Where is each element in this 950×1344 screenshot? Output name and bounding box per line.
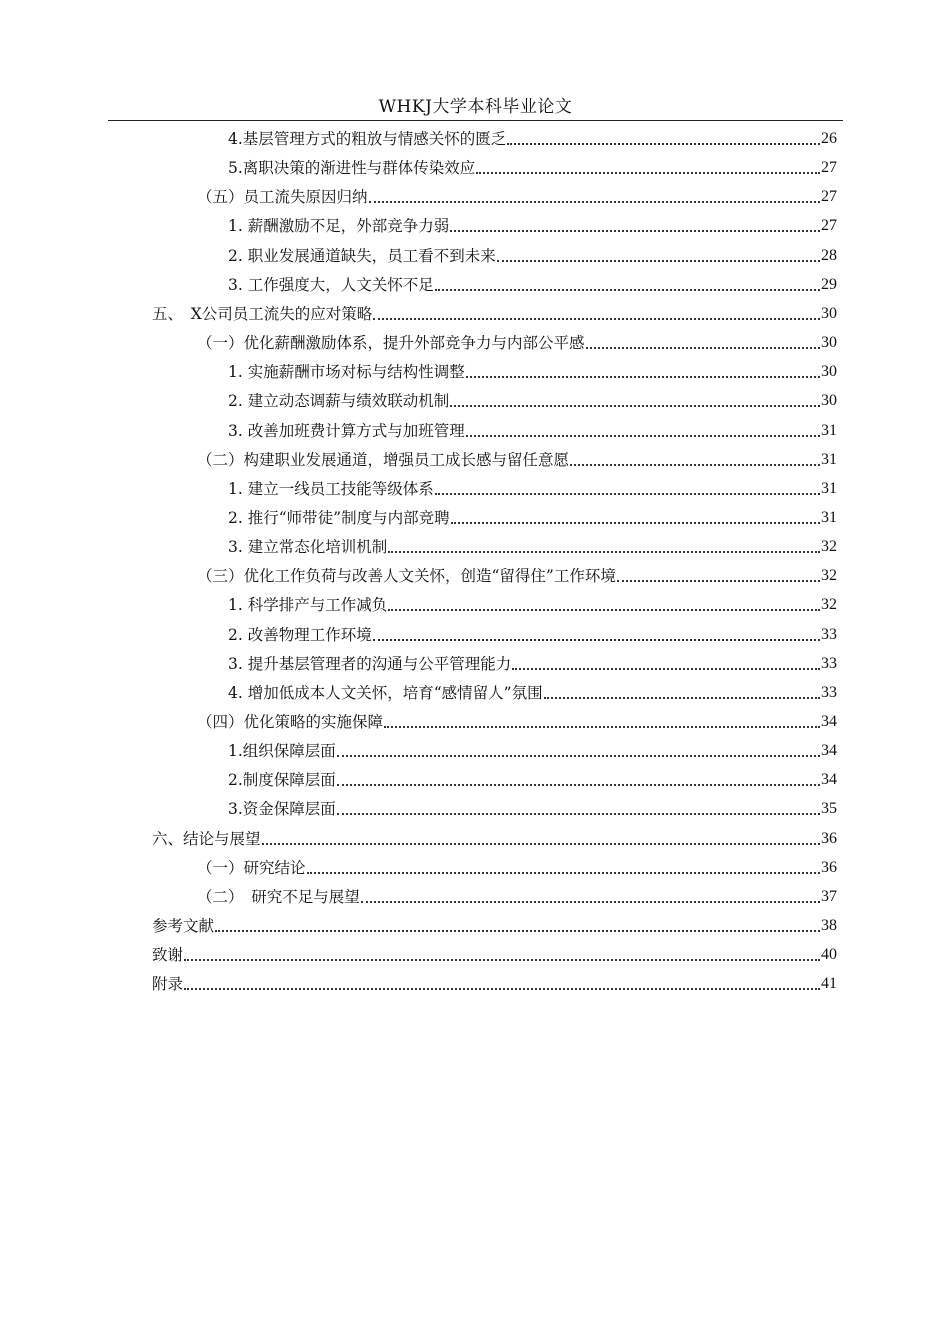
toc-entry[interactable] bbox=[197, 850, 837, 879]
toc-leader-dots bbox=[450, 404, 820, 407]
toc-entry-title: 3. 改善加班费计算方式与加班管理 bbox=[228, 421, 465, 440]
toc-entry[interactable] bbox=[228, 267, 837, 296]
toc-entry-page-number: 27 bbox=[821, 188, 837, 206]
toc-leader-dots bbox=[617, 579, 820, 582]
toc-entry-title: 3.资金保障层面 bbox=[228, 800, 336, 819]
header-title: WHKJ大学本科毕业论文 bbox=[378, 97, 573, 117]
toc-entry-page-number: 32 bbox=[821, 596, 837, 614]
toc-leader-dots bbox=[451, 521, 820, 524]
toc-entry-page-number: 31 bbox=[821, 450, 837, 468]
toc-leader-dots bbox=[512, 667, 820, 670]
toc-entry-title: 1.组织保障层面 bbox=[228, 742, 336, 761]
toc-leader-dots bbox=[369, 200, 820, 203]
toc-leader-dots bbox=[307, 871, 820, 874]
toc-entry[interactable] bbox=[228, 208, 837, 237]
toc-entry-title: 1. 科学排产与工作减负 bbox=[228, 596, 388, 615]
toc-entry-page-number: 32 bbox=[821, 538, 837, 556]
toc-entry-page-number: 40 bbox=[821, 946, 837, 964]
toc-entry[interactable] bbox=[197, 704, 837, 733]
toc-entry-title: 1. 建立一线员工技能等级体系 bbox=[228, 479, 434, 498]
toc-entry-page-number: 31 bbox=[821, 421, 837, 439]
toc-entry-title: 五、 X公司员工流失的应对策略 bbox=[152, 304, 373, 323]
toc-leader-dots bbox=[337, 754, 820, 757]
toc-entry-title: （二） 研究不足与展望 bbox=[197, 887, 360, 906]
toc-leader-dots bbox=[388, 550, 820, 553]
toc-entry-page-number: 38 bbox=[821, 917, 837, 935]
toc-leader-dots bbox=[570, 463, 820, 466]
toc-entry[interactable] bbox=[152, 821, 837, 850]
toc-entry[interactable] bbox=[228, 675, 837, 704]
toc-entry-page-number: 28 bbox=[821, 246, 837, 264]
toc-entry[interactable] bbox=[228, 413, 837, 442]
toc-leader-dots bbox=[544, 696, 820, 699]
toc-entry-page-number: 34 bbox=[821, 713, 837, 730]
toc-entry-page-number: 34 bbox=[821, 771, 837, 789]
toc-entry-title: 致谢 bbox=[152, 946, 184, 965]
toc-entry-title: （四）优化策略的实施保障 bbox=[197, 713, 384, 731]
toc-leader-dots bbox=[384, 725, 820, 728]
toc-leader-dots bbox=[586, 346, 820, 349]
toc-entry-page-number: 32 bbox=[821, 567, 837, 585]
toc-leader-dots bbox=[476, 171, 820, 174]
toc-entry-page-number: 29 bbox=[821, 275, 837, 293]
toc-entry-title: （五）员工流失原因归纳 bbox=[197, 188, 368, 207]
toc-entry-title: 3. 提升基层管理者的沟通与公平管理能力 bbox=[228, 654, 512, 673]
toc-entry[interactable] bbox=[228, 791, 837, 820]
toc-entry[interactable] bbox=[197, 179, 837, 208]
toc-entry-title: （一）研究结论 bbox=[197, 858, 306, 877]
toc-entry[interactable] bbox=[228, 471, 837, 500]
toc-entry-title: 1. 薪酬激励不足，外部竞争力弱 bbox=[228, 217, 450, 236]
toc-entry-title: 2.制度保障层面 bbox=[228, 771, 336, 790]
toc-leader-dots bbox=[435, 288, 820, 291]
toc-entry-title: 参考文献 bbox=[152, 917, 215, 936]
toc-entry-page-number: 41 bbox=[821, 975, 837, 993]
toc-entry-page-number: 36 bbox=[821, 829, 837, 847]
toc-leader-dots bbox=[450, 229, 820, 232]
toc-leader-dots bbox=[262, 842, 820, 845]
page-header bbox=[108, 94, 843, 121]
toc-entry[interactable] bbox=[228, 529, 837, 558]
toc-leader-dots bbox=[388, 608, 820, 611]
toc-entry-page-number: 37 bbox=[821, 887, 837, 905]
toc-entry[interactable] bbox=[228, 500, 837, 529]
toc-entry[interactable] bbox=[152, 966, 837, 995]
toc-entry-title: 3. 工作强度大，人文关怀不足 bbox=[228, 275, 434, 294]
toc-leader-dots bbox=[184, 987, 820, 990]
toc-entry-page-number: 27 bbox=[821, 217, 837, 235]
toc-leader-dots bbox=[337, 812, 820, 815]
toc-entry-title: 5.离职决策的渐进性与群体传染效应 bbox=[228, 159, 476, 178]
toc-entry-title: 2. 推行“师带徒”制度与内部竞聘 bbox=[228, 508, 450, 527]
toc-entry-title: 2. 建立动态调薪与绩效联动机制 bbox=[228, 392, 450, 411]
toc-entry-page-number: 33 bbox=[821, 654, 837, 672]
toc-entry-page-number: 26 bbox=[821, 130, 837, 147]
toc-leader-dots bbox=[373, 638, 820, 641]
toc-leader-dots bbox=[507, 142, 820, 145]
toc-entry[interactable] bbox=[228, 383, 837, 412]
toc-entry[interactable] bbox=[228, 587, 837, 616]
toc-entry-title: （一）优化薪酬激励体系，提升外部竞争力与内部公平感 bbox=[197, 334, 585, 353]
toc-leader-dots bbox=[361, 900, 820, 903]
toc-entry[interactable] bbox=[228, 238, 837, 267]
toc-entry-title: （三）优化工作负荷与改善人文关怀，创造“留得住”工作环境 bbox=[197, 567, 616, 586]
toc-leader-dots bbox=[373, 317, 820, 320]
toc-entry[interactable] bbox=[228, 150, 837, 179]
toc-entry[interactable] bbox=[228, 733, 837, 762]
toc-leader-dots bbox=[184, 958, 820, 961]
toc-entry-title: 附录 bbox=[152, 975, 184, 994]
toc-entry-page-number: 30 bbox=[821, 363, 837, 381]
toc-entry-page-number: 27 bbox=[821, 159, 837, 177]
toc-entry-title: 2. 职业发展通道缺失，员工看不到未来 bbox=[228, 246, 496, 265]
toc-entry-title: 1. 实施薪酬市场对标与结构性调整 bbox=[228, 363, 465, 382]
toc-entry[interactable] bbox=[152, 908, 837, 937]
toc-entry-page-number: 34 bbox=[821, 742, 837, 760]
toc-leader-dots bbox=[466, 434, 820, 437]
toc-entry-page-number: 30 bbox=[821, 334, 837, 352]
toc-entry-title: 六、结论与展望 bbox=[152, 829, 261, 848]
toc-entry-page-number: 33 bbox=[821, 683, 837, 701]
toc-entry-page-number: 35 bbox=[821, 800, 837, 818]
toc-entry[interactable] bbox=[197, 558, 837, 587]
toc-leader-dots bbox=[435, 492, 820, 495]
toc-entry[interactable] bbox=[228, 762, 837, 791]
toc-entry[interactable] bbox=[197, 442, 837, 471]
toc-leader-dots bbox=[337, 783, 820, 786]
toc-entry[interactable] bbox=[152, 296, 837, 325]
toc-entry[interactable] bbox=[228, 354, 837, 383]
toc-leader-dots bbox=[497, 259, 820, 262]
toc-entry-title: 3. 建立常态化培训机制 bbox=[228, 538, 388, 557]
toc-entry[interactable] bbox=[197, 879, 837, 908]
toc-entry[interactable] bbox=[228, 121, 837, 150]
toc-entry-page-number: 30 bbox=[821, 304, 837, 322]
toc-entry-title: 4. 增加低成本人文关怀，培育“感情留人”氛围 bbox=[228, 683, 543, 702]
toc-entry-page-number: 31 bbox=[821, 479, 837, 497]
toc-entry-page-number: 31 bbox=[821, 508, 837, 526]
toc-entry[interactable] bbox=[152, 937, 837, 966]
toc-entry[interactable] bbox=[197, 325, 837, 354]
toc-entry[interactable] bbox=[228, 617, 837, 646]
toc-entry-title: 2. 改善物理工作环境 bbox=[228, 625, 372, 644]
toc-entry-title: （二）构建职业发展通道，增强员工成长感与留任意愿 bbox=[197, 450, 570, 469]
toc-entry-page-number: 36 bbox=[821, 858, 837, 876]
toc-entry[interactable] bbox=[228, 646, 837, 675]
toc-entry-page-number: 30 bbox=[821, 392, 837, 410]
toc-leader-dots bbox=[215, 929, 820, 932]
toc-leader-dots bbox=[466, 375, 820, 378]
toc-entry-page-number: 33 bbox=[821, 625, 837, 643]
toc-entry-title: 4.基层管理方式的粗放与情感关怀的匮乏 bbox=[228, 130, 507, 148]
